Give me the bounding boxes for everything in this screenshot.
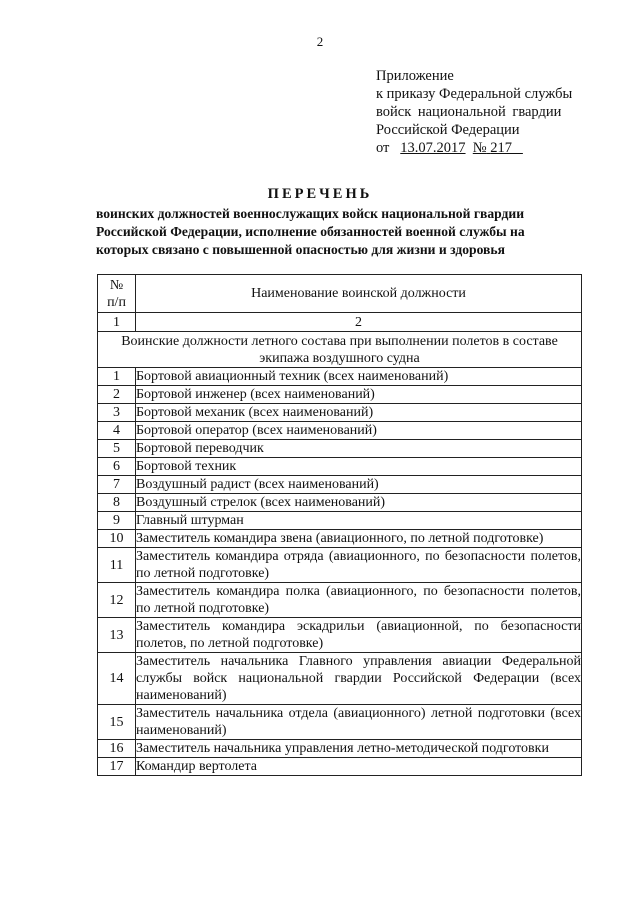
position-name: Воздушный стрелок (всех наименований) (136, 494, 582, 512)
column-number-row (98, 313, 582, 332)
position-name: Бортовой оператор (всех наименований) (136, 422, 582, 440)
row-number: 12 (98, 583, 136, 618)
document-title: ПЕРЕЧЕНЬ (267, 186, 373, 202)
position-name: Заместитель командира полка (авиационного, по безопасности полетов, по летной подготовке) (136, 584, 581, 616)
table-row (98, 530, 582, 548)
column-number: 2 (136, 313, 582, 332)
position-name: Заместитель начальника управления летно-методической подготовки (136, 740, 582, 758)
row-number: 1 (98, 368, 136, 386)
table-row (98, 458, 582, 476)
appendix-line: войск национальной гвардии (376, 104, 562, 120)
row-number: 10 (98, 530, 136, 548)
header-num-cell (98, 275, 136, 313)
row-number: 13 (98, 618, 136, 653)
table-row (98, 512, 582, 530)
page-number: 2 (316, 34, 324, 49)
position-name: Воздушный радист (всех наименований) (136, 476, 582, 494)
position-name: Бортовой механик (всех наименований) (136, 404, 582, 422)
table-row (98, 440, 582, 458)
table-row (98, 618, 582, 653)
header-num-label: п/п (107, 294, 126, 310)
table-row (98, 404, 582, 422)
section-row (98, 332, 582, 368)
table-row (98, 368, 582, 386)
appendix-line: Приложение (376, 68, 454, 84)
table-row (98, 653, 582, 705)
row-number: 6 (98, 458, 136, 476)
appendix-line: к приказу Федеральной службы (376, 86, 573, 102)
column-number: 1 (98, 313, 136, 332)
positions-table (97, 274, 582, 776)
position-name: Бортовой переводчик (136, 440, 582, 458)
position-name: Главный штурман (136, 512, 582, 530)
table-row (98, 705, 582, 740)
date-prefix: от (376, 140, 390, 156)
table-row (98, 583, 582, 618)
position-name: Заместитель начальника отдела (авиационного) летной подготовки (всех наименований) (136, 706, 581, 738)
appendix-date-line (376, 139, 590, 157)
table-row (98, 386, 582, 404)
document-subtitle (96, 205, 582, 259)
order-date: 13.07.2017 (400, 140, 466, 156)
row-number: 15 (98, 705, 136, 740)
row-number: 4 (98, 422, 136, 440)
position-name: Заместитель командира отряда (авиационного, по безопасности полетов, по летной подготовке) (136, 549, 581, 581)
table-row (98, 422, 582, 440)
row-number: 7 (98, 476, 136, 494)
appendix-line: Российской Федерации (376, 122, 520, 138)
table-row (98, 476, 582, 494)
table-row (98, 758, 582, 776)
number-sign: № (472, 140, 487, 156)
section-title: Воинские должности летного состава при выполнении полетов в составе экипажа воздушного судна (98, 332, 582, 368)
row-number: 17 (98, 758, 136, 776)
subtitle-line: которых связано с повышенной опасностью для жизни и здоровья (96, 242, 505, 257)
table-row (98, 494, 582, 512)
position-name: Заместитель командира эскадрильи (авиационной, по безопасности полетов, по летной подготовке) (136, 619, 581, 651)
position-name: Бортовой авиационный техник (всех наименований) (136, 368, 582, 386)
row-number: 2 (98, 386, 136, 404)
table-row (98, 548, 582, 583)
subtitle-line: воинских должностей военнослужащих войск национальной гвардии (96, 206, 525, 221)
header-num-label: № (109, 277, 124, 293)
table-header-row (98, 275, 582, 313)
position-name: Бортовой инженер (всех наименований) (136, 386, 582, 404)
position-name: Бортовой техник (136, 458, 582, 476)
appendix-block (376, 67, 590, 157)
position-name: Командир вертолета (136, 758, 582, 776)
order-number: 217 (490, 140, 512, 156)
header-name-cell: Наименование воинской должности (136, 275, 582, 313)
row-number: 9 (98, 512, 136, 530)
row-number: 11 (98, 548, 136, 583)
position-name: Заместитель командира звена (авиационного, по летной подготовке) (136, 530, 582, 548)
row-number: 5 (98, 440, 136, 458)
row-number: 14 (98, 653, 136, 705)
row-number: 3 (98, 404, 136, 422)
row-number: 8 (98, 494, 136, 512)
table-row (98, 740, 582, 758)
subtitle-line: Российской Федерации, исполнение обязанностей военной службы на (96, 224, 525, 239)
row-number: 16 (98, 740, 136, 758)
position-name: Заместитель начальника Главного управления авиации Федеральной службы войск национальной гвардии Российской Федерации (всех наименований) (136, 654, 581, 703)
